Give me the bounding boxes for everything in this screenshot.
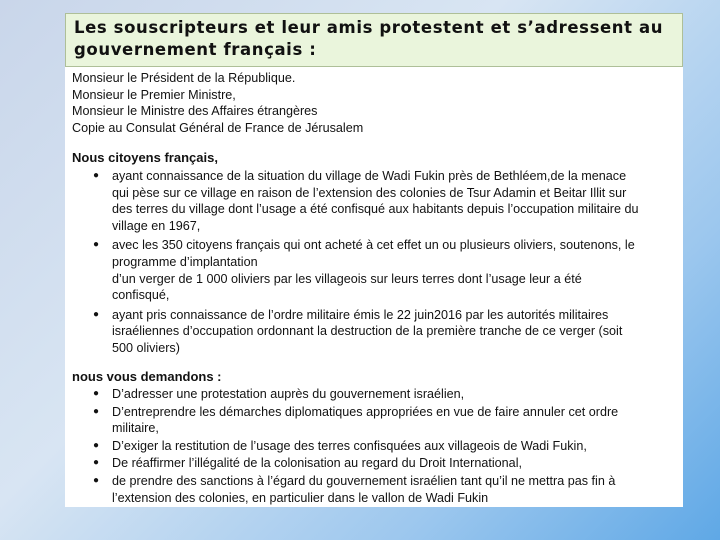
list-item-line: ayant pris connaissance de l’ordre militaire émis le 22 juin2016 par les autorités militaires <box>112 307 609 322</box>
list-item-line: De réaffirmer l’illégalité de la colonisation au regard du Droit International, <box>112 456 522 471</box>
list-item-line: d’un verger de 1 000 oliviers par les villageois sur leurs terres dont l’usage leur a été <box>112 271 582 286</box>
list-item-line: D’adresser une protestation auprès du gouvernement israélien, <box>112 387 465 402</box>
letter-document <box>65 67 683 507</box>
list-item <box>72 404 677 437</box>
list-item-line: de prendre des sanctions à l’égard du gouvernement israélien tant qu’il ne mettra pas fin à <box>112 474 616 489</box>
list-item-line: avec les 350 citoyens français qui ont acheté à cet effet un ou plusieurs oliviers, soutenons, le <box>112 238 635 253</box>
list-item-line: qui pèse sur ce village en raison de l’extension des colonies de Tsur Adamin et Beitar Illit sur <box>112 185 627 200</box>
bullet-icon: ● <box>93 169 100 181</box>
list-item-line: militaire, <box>112 421 159 436</box>
list-item <box>72 237 677 303</box>
addressee-line: Monsieur le Premier Ministre, <box>72 87 236 102</box>
slide-title-line-1: Les souscripteurs et leur amis protestent et s’adressent au <box>74 18 664 37</box>
addressee-line: Monsieur le Ministre des Affaires étrangères <box>72 104 318 119</box>
list-item <box>72 473 677 506</box>
list-item-line: D’entreprendre les démarches diplomatiques appropriées en vue de faire annuler cet ordre <box>112 404 619 419</box>
bullet-icon: ● <box>93 239 100 251</box>
bullet-icon: ● <box>93 405 100 417</box>
list-item-line: confisqué, <box>112 288 170 303</box>
bullet-icon: ● <box>93 439 100 451</box>
addressee-block <box>72 70 677 136</box>
slide-title-box <box>65 13 683 67</box>
list-item-line: ayant connaissance de la situation du village de Wadi Fukin près de Bethléem,de la menace <box>112 168 627 183</box>
requests-list <box>72 386 677 506</box>
list-item-line: D’exiger la restitution de l’usage des terres confisquées aux villageois de Wadi Fukin, <box>112 438 587 453</box>
citizens-list <box>72 168 677 357</box>
list-item-line: l’extension des colonies, en particulier dans le vallon de Wadi Fukin <box>112 490 489 505</box>
list-item-line: des terres du village dont l’usage a été confisqué aux habitants depuis l’occupation militaire du <box>112 202 639 217</box>
bullet-icon: ● <box>93 475 100 487</box>
slide-title-line-2: gouvernement français : <box>74 40 317 59</box>
bullet-icon: ● <box>93 388 100 400</box>
list-item-line: village en 1967, <box>112 218 201 233</box>
list-item <box>72 307 677 357</box>
addressee-line: Copie au Consulat Général de France de Jérusalem <box>72 120 364 135</box>
list-item-line: 500 oliviers) <box>112 340 180 355</box>
list-item <box>72 438 677 455</box>
addressee-line: Monsieur le Président de la République. <box>72 71 296 85</box>
list-item-line: israéliennes d’occupation ordonnant la destruction de la première tranche de ce verger (soit <box>112 324 623 339</box>
section-heading-citizens: Nous citoyens français, <box>72 150 218 166</box>
list-item-line: programme d’implantation <box>112 254 258 269</box>
list-item <box>72 455 677 472</box>
bullet-icon: ● <box>93 308 100 320</box>
list-item <box>72 168 677 234</box>
bullet-icon: ● <box>93 457 100 469</box>
section-heading-requests: nous vous demandons : <box>72 368 222 384</box>
list-item <box>72 386 677 403</box>
